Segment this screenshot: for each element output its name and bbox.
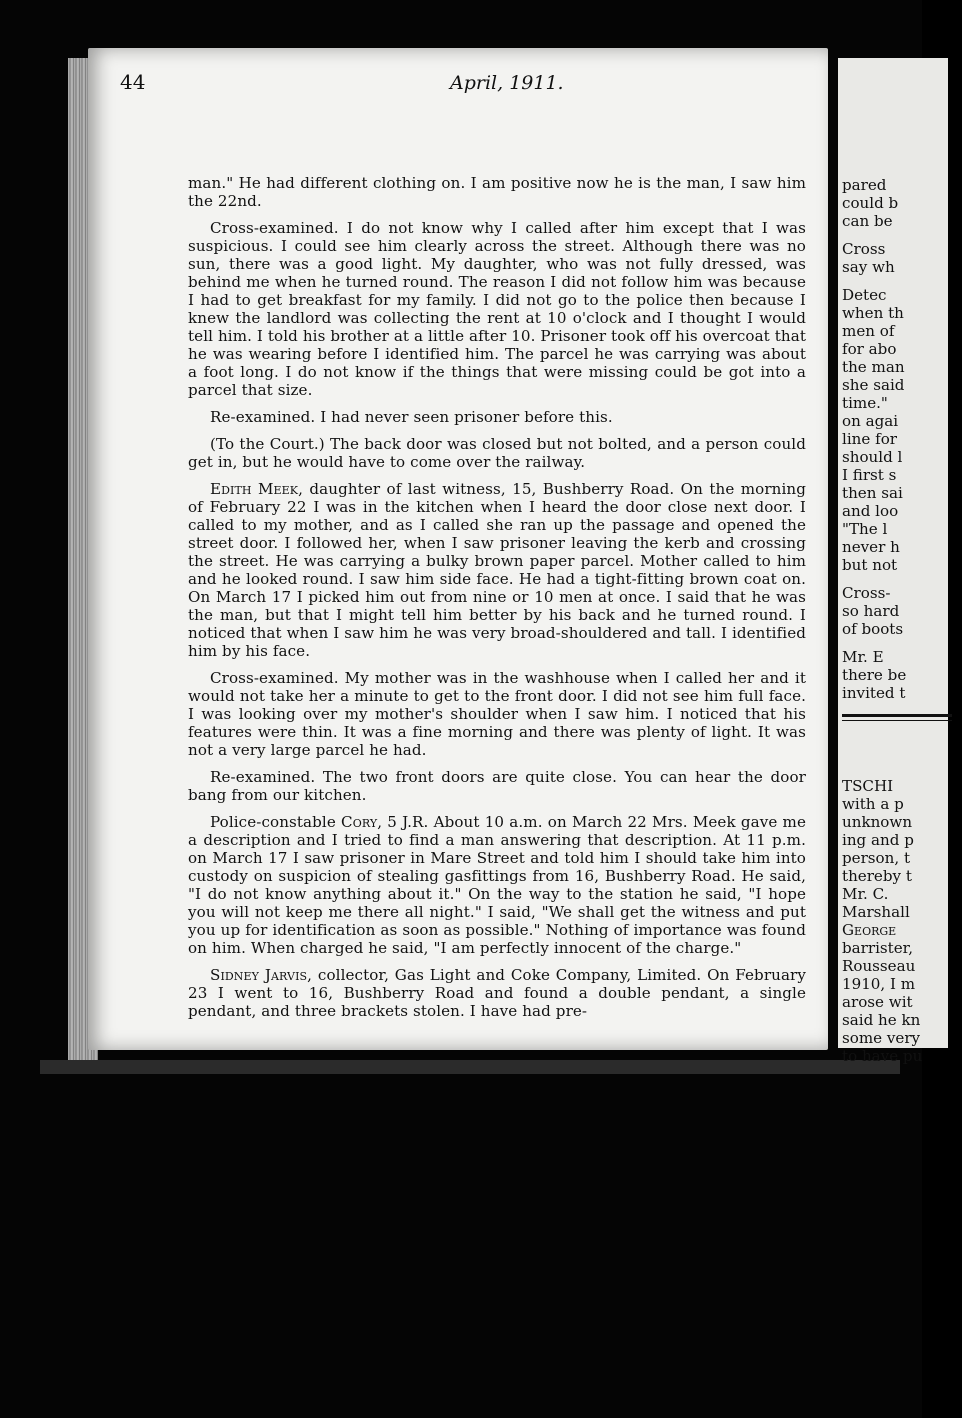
facing-page-line: and loo <box>842 502 899 520</box>
facing-page-line: "The l <box>842 520 888 538</box>
paragraph: Re-examined. The two front doors are quite close. You can hear the door bang from our kitchen. <box>188 768 806 804</box>
facing-page-line: on agai <box>842 412 899 430</box>
paragraph <box>188 966 806 1020</box>
facing-page-line: can be <box>842 212 893 230</box>
page-bottom-shadow <box>40 1060 900 1074</box>
facing-page-line: the man <box>842 358 905 376</box>
facing-page-line: 1910, I m <box>842 975 916 993</box>
facing-page-line: but not <box>842 556 898 574</box>
running-head-date: April, 1911. <box>450 72 564 94</box>
facing-page-line: she said <box>842 376 905 394</box>
paragraph-text: , daughter of last witness, 15, Bushberry Road. On the morning of February 22 I was in the kitchen when I heard the door close next door. I called to my mother, and as I called she ran up the passage and opened the street door. I followed her, when I saw prisoner leaving the kerb and crossing the street. He was carrying a bulky brown paper parcel. Mother called to him and he looked round. I saw him side face. He had a tight-fitting brown coat on. On March 17 I picked him out from nine or 10 men at once. I said that he was the man, but that I might tell him better by his back and he turned round. I noticed that when I saw him he was very broad-shouldered and tall. I identified him by his face. <box>188 480 806 660</box>
facing-page-line: some very <box>842 1029 921 1047</box>
facing-page-line: Rousseau <box>842 957 916 975</box>
facing-page-line: I first s <box>842 466 897 484</box>
paragraph: Cross-examined. My mother was in the washhouse when I called her and it would not take her a minute to get to the front door. I did not see him full face. I was looking over my mother's shoulder when I saw him. I noticed that his features were thin. It was a fine morning and there was plenty of light. It was not a very large parcel he had. <box>188 669 806 759</box>
paragraph: Cross-examined. I do not know why I called after him except that I was suspicious. I could see him clearly across the street. Although there was no sun, there was a good light. My daughter, who was not fully dressed, was behind me when he turned round. The reason I did not follow him was because I had to get breakfast for my family. I did not go to the police then because I knew the landlord was collecting the rent at 10 o'clock and I thought I would tell him. I told his brother at a little after 10. Prisoner took off his overcoat that he was wearing before I identified him. The parcel he was carrying was about a foot long. I do not know if the things that were missing could be got into a parcel that size. <box>188 219 806 399</box>
witness-name: Edith Meek <box>210 480 299 498</box>
facing-page-line: for abo <box>842 340 897 358</box>
witness-title: Police-constable <box>210 813 342 831</box>
page-header <box>120 70 820 100</box>
paragraph-text: , 5 J.R. About 10 a.m. on March 22 Mrs. Meek gave me a description and I tried to find a man answering that description. At 11 p.m. on March 17 I saw prisoner in Mare Street and told him I should take him into custody on suspicion of stealing gasfittings from 16, Bushberry Road. He said, "I do not know anything about it." On the way to the station he said, "I hope you will not keep me there all night." I said, "We shall get the witness and put you up for identification as soon as possible." Nothing of importance was found on him. When charged he said, "I am perfectly innocent of the charge." <box>188 813 807 957</box>
facing-page-line: then sai <box>842 484 903 502</box>
facing-page-line: could b <box>842 194 899 212</box>
facing-page-line: Cross <box>842 240 886 258</box>
paragraph-gap <box>842 230 962 240</box>
facing-page-line: unknown <box>842 813 913 831</box>
facing-page-line: George <box>842 921 897 939</box>
facing-page-line: of boots <box>842 620 904 638</box>
facing-page-line: never h <box>842 538 900 556</box>
facing-page-line: arose wit <box>842 993 913 1011</box>
facing-page-line: said he kn <box>842 1011 921 1029</box>
paragraph-gap <box>842 574 962 584</box>
facing-page-line: thereby t <box>842 867 912 885</box>
paragraph <box>188 813 806 957</box>
facing-page-line: ing and p <box>842 831 914 849</box>
section-rule <box>842 714 952 717</box>
witness-name: Cory <box>341 813 378 831</box>
paragraph-text: , collector, Gas Light and Coke Company, Limited. On February 23 I went to 16, Bushberry Road and found a double pendant, a single pendant, and three brackets stolen. I have had pre- <box>188 966 807 1020</box>
facing-page-line: to have pu <box>842 1047 923 1065</box>
facing-page-line: invited t <box>842 684 906 702</box>
facing-page <box>838 58 948 1065</box>
facing-page-line: Detec <box>842 286 887 304</box>
facing-page-line: pared <box>842 176 887 194</box>
facing-page-line: say wh <box>842 258 895 276</box>
facing-page-line: barrister, <box>842 939 914 957</box>
page-number: 44 <box>120 70 146 94</box>
page-body <box>188 174 806 1029</box>
facing-page-line: Mr. C. <box>842 885 889 903</box>
facing-page-line: TSCHI <box>842 777 894 795</box>
paragraph-gap <box>842 638 962 648</box>
paragraph <box>188 480 806 660</box>
facing-page-line: when th <box>842 304 904 322</box>
paragraph: man." He had different clothing on. I am positive now he is the man, I saw him the 22nd. <box>188 174 806 210</box>
facing-page-text <box>842 176 962 1065</box>
facing-page-line: person, t <box>842 849 911 867</box>
paragraph: Re-examined. I had never seen prisoner before this. <box>210 408 613 426</box>
facing-page-line: there be <box>842 666 907 684</box>
facing-page-line: time." <box>842 394 888 412</box>
facing-page-line: Mr. E <box>842 648 884 666</box>
witness-name: Sidney Jarvis <box>210 966 308 984</box>
facing-page-line: men of <box>842 322 895 340</box>
facing-page-line: should l <box>842 448 903 466</box>
facing-page-line: so hard <box>842 602 900 620</box>
facing-page-line: with a p <box>842 795 904 813</box>
facing-page-line: Marshall <box>842 903 910 921</box>
left-page <box>88 48 828 1050</box>
facing-page-line: Cross- <box>842 584 891 602</box>
paragraph: (To the Court.) The back door was closed but not bolted, and a person could get in, but he would have to come over the railway. <box>188 435 806 471</box>
section-rule-thin <box>842 720 952 721</box>
paragraph-gap <box>842 276 962 286</box>
facing-page-line: line for <box>842 430 897 448</box>
